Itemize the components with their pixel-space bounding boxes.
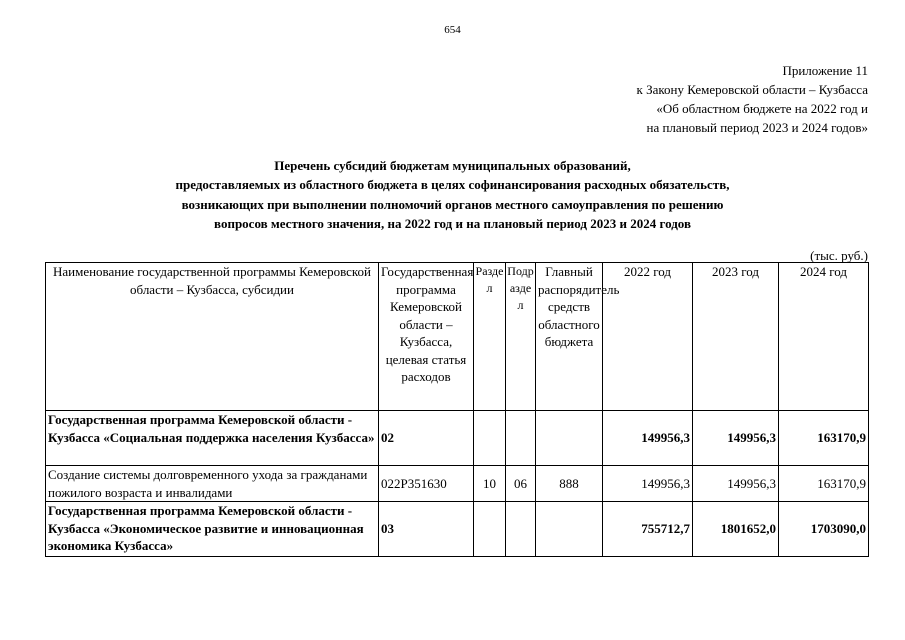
row-2022: 755712,7	[603, 502, 693, 557]
appendix-reference	[637, 61, 869, 137]
row-2022: 149956,3	[603, 466, 693, 502]
header-program: Государственная программа Кемеровской области – Кузбасса, целевая статья расходов	[379, 263, 474, 411]
row-section	[474, 411, 506, 466]
row-subsection: 06	[506, 466, 536, 502]
table-row	[46, 466, 869, 502]
units-label: (тыс. руб.)	[810, 248, 868, 263]
row-manager	[536, 502, 603, 557]
header-2024: 2024 год	[779, 263, 869, 411]
title-line-1: Перечень субсидий бюджетам муниципальных образований,	[274, 158, 631, 173]
row-code: 02	[379, 411, 474, 466]
row-2024: 163170,9	[779, 466, 869, 502]
row-name: Создание системы долговременного ухода за гражданами пожилого возраста и инвалидами	[46, 466, 379, 502]
row-2024: 163170,9	[779, 411, 869, 466]
title-line-4: вопросов местного значения, на 2022 год и на плановый период 2023 и 2024 годов	[214, 215, 691, 231]
header-section: Раздел	[474, 263, 506, 411]
row-subsection	[506, 411, 536, 466]
row-manager: 888	[536, 466, 603, 502]
appendix-line-2: к Закону Кемеровской области – Кузбасса	[636, 82, 868, 97]
row-section	[474, 502, 506, 557]
header-manager: Главный распорядитель средств областного бюджета	[536, 263, 603, 411]
row-manager	[536, 411, 603, 466]
row-code: 03	[379, 502, 474, 557]
header-name: Наименование государственной программы Кемеровской области – Кузбасса, субсидии	[46, 263, 379, 411]
subsidies-table	[45, 262, 869, 557]
appendix-line-1: Приложение 11	[782, 63, 868, 78]
row-2023: 149956,3	[693, 466, 779, 502]
appendix-line-3: «Об областном бюджете на 2022 год и	[656, 101, 868, 116]
row-subsection	[506, 502, 536, 557]
row-2023: 149956,3	[693, 411, 779, 466]
page-number: 654	[444, 24, 461, 36]
document-title	[0, 156, 905, 233]
row-name: Государственная программа Кемеровской области - Кузбасса «Социальная поддержка населения Кузбасса»	[46, 411, 379, 466]
header-subsection: Подраздел	[506, 263, 536, 411]
header-2023: 2023 год	[693, 263, 779, 411]
row-2022: 149956,3	[603, 411, 693, 466]
row-name: Государственная программа Кемеровской области - Кузбасса «Экономическое развитие и инновационная экономика Кузбасса»	[46, 502, 379, 557]
row-2024: 1703090,0	[779, 502, 869, 557]
table-header-row	[46, 263, 869, 411]
title-line-3: возникающих при выполнении полномочий органов местного самоуправления по решению	[181, 196, 724, 212]
header-2022: 2022 год	[603, 263, 693, 411]
title-line-2: предоставляемых из областного бюджета в целях софинансирования расходных обязательств,	[175, 177, 730, 193]
row-code: 022P351630	[379, 466, 474, 502]
appendix-line-4: на плановый период 2023 и 2024 годов»	[646, 120, 868, 135]
row-section: 10	[474, 466, 506, 502]
table-row	[46, 411, 869, 466]
table-row	[46, 502, 869, 557]
row-2023: 1801652,0	[693, 502, 779, 557]
